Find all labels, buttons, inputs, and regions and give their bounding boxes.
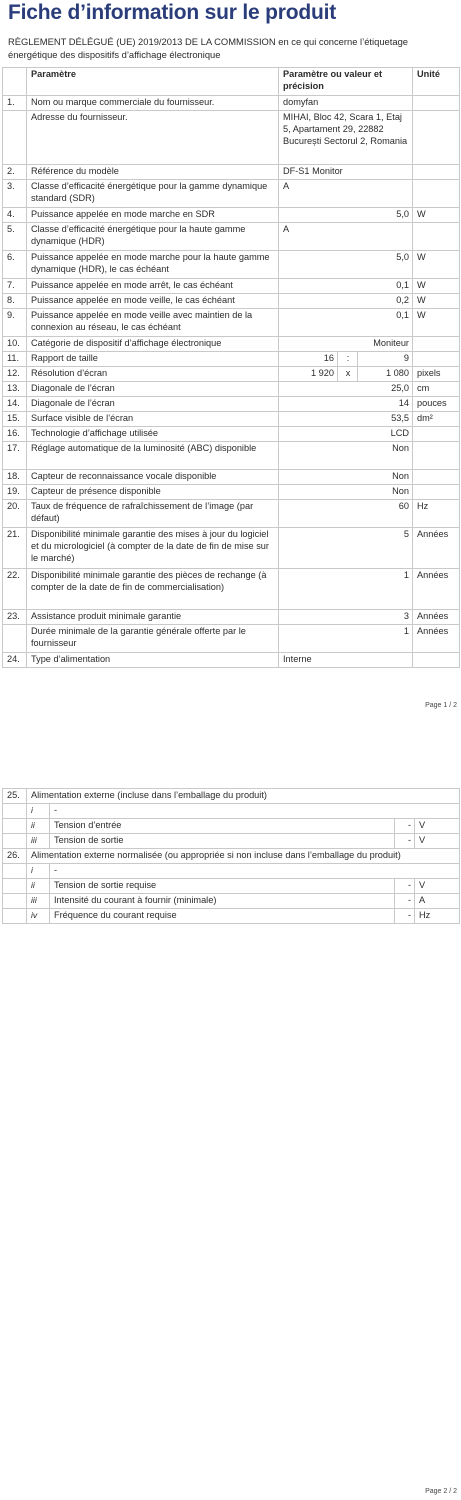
- row-unit: dm²: [413, 412, 460, 427]
- row-unit: [413, 470, 460, 485]
- row-value: -: [395, 879, 415, 894]
- row-unit: W: [413, 279, 460, 294]
- row-number: 26.: [3, 849, 27, 864]
- row-label: Capteur de présence disponible: [27, 485, 279, 500]
- row-value: 5,0: [279, 208, 413, 223]
- table-row: [3, 309, 460, 337]
- row-value-second: 1 080: [358, 367, 413, 382]
- row-number: 13.: [3, 382, 27, 397]
- table-row: [3, 96, 460, 111]
- row-label: Diagonale de l’écran: [27, 397, 279, 412]
- row-unit: [413, 337, 460, 352]
- row-label: Technologie d’affichage utilisée: [27, 427, 279, 442]
- row-unit: V: [415, 834, 460, 849]
- row-label: Taux de fréquence de rafraîchissement de l’image (par défaut): [27, 500, 279, 528]
- row-unit: [413, 180, 460, 208]
- row-label: Surface visible de l’écran: [27, 412, 279, 427]
- row-value: 5: [279, 528, 413, 569]
- table-row: [3, 427, 460, 442]
- row-value: 25,0: [279, 382, 413, 397]
- row-unit: A: [415, 894, 460, 909]
- table-row: [3, 111, 460, 165]
- header-value: Paramètre ou valeur et précision: [279, 68, 413, 96]
- row-unit: [413, 111, 460, 165]
- row-value: domyfan: [279, 96, 413, 111]
- row-unit: [413, 165, 460, 180]
- table-row: [3, 653, 460, 668]
- row-number: 18.: [3, 470, 27, 485]
- row-value: 14: [279, 397, 413, 412]
- row-label: Référence du modèle: [27, 165, 279, 180]
- row-number: 10.: [3, 337, 27, 352]
- row-unit: V: [415, 879, 460, 894]
- table-row: [3, 294, 460, 309]
- row-unit: W: [413, 309, 460, 337]
- row-value-separator: :: [338, 352, 358, 367]
- table-row: [3, 470, 460, 485]
- row-label: Puissance appelée en mode veille avec maintien de la connexion au réseau, le cas échéant: [27, 309, 279, 337]
- row-label: Puissance appelée en mode marche pour la haute gamme dynamique (HDR), le cas échéant: [27, 251, 279, 279]
- row-value-second: 9: [358, 352, 413, 367]
- row-label: Capteur de reconnaissance vocale disponible: [27, 470, 279, 485]
- row-roman-index: ii: [27, 819, 50, 834]
- row-label: Alimentation externe normalisée (ou appropriée si non incluse dans l’emballage du produit): [27, 849, 460, 864]
- table-row: [3, 485, 460, 500]
- row-number: 11.: [3, 352, 27, 367]
- table-row: [3, 804, 460, 819]
- row-unit: [413, 352, 460, 367]
- row-value-first: 1 920: [279, 367, 338, 382]
- row-value: Moniteur: [279, 337, 413, 352]
- table-row: [3, 180, 460, 208]
- page-number: Page 2 / 2: [425, 1488, 457, 1495]
- table-row: [3, 352, 460, 367]
- table-row: [3, 625, 460, 653]
- row-number: 23.: [3, 610, 27, 625]
- row-value: Non: [279, 442, 413, 470]
- row-number: [3, 834, 27, 849]
- row-value: DF-S1 Monitor: [279, 165, 413, 180]
- product-info-table: [2, 67, 460, 668]
- row-unit: W: [413, 294, 460, 309]
- table-row: [3, 337, 460, 352]
- table-row: [3, 569, 460, 610]
- row-label: -: [50, 804, 460, 819]
- row-number: 19.: [3, 485, 27, 500]
- row-unit: V: [415, 819, 460, 834]
- row-number: [3, 894, 27, 909]
- row-label: Alimentation externe (incluse dans l’emballage du produit): [27, 789, 460, 804]
- row-unit: cm: [413, 382, 460, 397]
- row-label: Réglage automatique de la luminosité (ABC) disponible: [27, 442, 279, 470]
- table-row: [3, 894, 460, 909]
- row-label: Classe d’efficacité énergétique pour la haute gamme dynamique (HDR): [27, 223, 279, 251]
- row-label: Puissance appelée en mode veille, le cas échéant: [27, 294, 279, 309]
- row-value-separator: x: [338, 367, 358, 382]
- row-number: 5.: [3, 223, 27, 251]
- row-value: MIHAI, Bloc 42, Scara 1, Etaj 5, Apartament 29, 22882 București Sectorul 2, Romania: [279, 111, 413, 165]
- header-parameter: Paramètre: [27, 68, 279, 96]
- row-label: Intensité du courant à fournir (minimale): [50, 894, 395, 909]
- row-number: [3, 625, 27, 653]
- row-value: Non: [279, 485, 413, 500]
- row-value: 0,1: [279, 279, 413, 294]
- row-value: A: [279, 223, 413, 251]
- row-number: 24.: [3, 653, 27, 668]
- row-number: [3, 111, 27, 165]
- table-row: [3, 397, 460, 412]
- row-value: Interne: [279, 653, 413, 668]
- row-number: 22.: [3, 569, 27, 610]
- row-label: Nom ou marque commerciale du fournisseur.: [27, 96, 279, 111]
- row-roman-index: iv: [27, 909, 50, 924]
- row-value: 53,5: [279, 412, 413, 427]
- table-row: [3, 442, 460, 470]
- table-row: [3, 528, 460, 569]
- table-header-row: [3, 68, 460, 96]
- table-row: [3, 819, 460, 834]
- row-number: 21.: [3, 528, 27, 569]
- row-number: [3, 879, 27, 894]
- row-number: 8.: [3, 294, 27, 309]
- table-row: [3, 789, 460, 804]
- row-number: 14.: [3, 397, 27, 412]
- row-roman-index: i: [27, 864, 50, 879]
- row-unit: Hz: [415, 909, 460, 924]
- row-number: [3, 864, 27, 879]
- table-row: [3, 382, 460, 397]
- row-label: Tension de sortie requise: [50, 879, 395, 894]
- row-roman-index: ii: [27, 879, 50, 894]
- row-number: 4.: [3, 208, 27, 223]
- row-value: A: [279, 180, 413, 208]
- table-row: [3, 864, 460, 879]
- row-roman-index: i: [27, 804, 50, 819]
- header-unit: Unité: [413, 68, 460, 96]
- row-value: -: [395, 834, 415, 849]
- row-number: [3, 909, 27, 924]
- row-number: 25.: [3, 789, 27, 804]
- row-label: Fréquence du courant requise: [50, 909, 395, 924]
- row-number: 7.: [3, 279, 27, 294]
- row-label: Assistance produit minimale garantie: [27, 610, 279, 625]
- row-label: Résolution d’écran: [27, 367, 279, 382]
- row-number: [3, 804, 27, 819]
- table-row: [3, 834, 460, 849]
- row-number: 1.: [3, 96, 27, 111]
- row-value: 1: [279, 625, 413, 653]
- row-label: Rapport de taille: [27, 352, 279, 367]
- table-row: [3, 879, 460, 894]
- row-label: Diagonale de l’écran: [27, 382, 279, 397]
- row-number: 20.: [3, 500, 27, 528]
- row-unit: pouces: [413, 397, 460, 412]
- table-row: [3, 500, 460, 528]
- table-row: [3, 251, 460, 279]
- row-value: 1: [279, 569, 413, 610]
- row-value-first: 16: [279, 352, 338, 367]
- page-number: Page 1 / 2: [425, 702, 457, 709]
- row-unit: Années: [413, 528, 460, 569]
- row-value: -: [395, 819, 415, 834]
- external-power-table: [2, 788, 460, 924]
- row-value: 0,2: [279, 294, 413, 309]
- row-unit: Hz: [413, 500, 460, 528]
- row-unit: [413, 653, 460, 668]
- row-label: Adresse du fournisseur.: [27, 111, 279, 165]
- row-unit: [413, 427, 460, 442]
- row-value: 0,1: [279, 309, 413, 337]
- row-unit: [413, 223, 460, 251]
- row-label: Disponibilité minimale garantie des mises à jour du logiciel et du micrologiciel (à compter de la date de fin de mise sur le marché): [27, 528, 279, 569]
- row-number: 16.: [3, 427, 27, 442]
- row-number: 12.: [3, 367, 27, 382]
- row-value: -: [395, 894, 415, 909]
- row-label: -: [50, 864, 460, 879]
- row-label: Durée minimale de la garantie générale offerte par le fournisseur: [27, 625, 279, 653]
- row-number: [3, 819, 27, 834]
- row-value: 5,0: [279, 251, 413, 279]
- row-unit: [413, 96, 460, 111]
- row-label: Disponibilité minimale garantie des pièces de rechange (à compter de la date de fin de commercialisation): [27, 569, 279, 610]
- table-row: [3, 610, 460, 625]
- row-number: 17.: [3, 442, 27, 470]
- row-unit: Années: [413, 625, 460, 653]
- row-value: -: [395, 909, 415, 924]
- row-value: 3: [279, 610, 413, 625]
- row-number: 3.: [3, 180, 27, 208]
- row-unit: Années: [413, 610, 460, 625]
- row-unit: W: [413, 251, 460, 279]
- document-title: Fiche d’information sur le produit: [8, 1, 337, 24]
- table-row: [3, 367, 460, 382]
- row-label: Puissance appelée en mode marche en SDR: [27, 208, 279, 223]
- row-roman-index: iii: [27, 834, 50, 849]
- row-label: Catégorie de dispositif d’affichage électronique: [27, 337, 279, 352]
- row-unit: [413, 442, 460, 470]
- row-number: 15.: [3, 412, 27, 427]
- row-number: 6.: [3, 251, 27, 279]
- row-label: Type d’alimentation: [27, 653, 279, 668]
- table-row: [3, 279, 460, 294]
- table-row: [3, 223, 460, 251]
- table-row: [3, 849, 460, 864]
- row-unit: W: [413, 208, 460, 223]
- row-number: 9.: [3, 309, 27, 337]
- row-value: 60: [279, 500, 413, 528]
- row-unit: [413, 485, 460, 500]
- regulation-subtitle: RÈGLEMENT DÉLÉGUÉ (UE) 2019/2013 DE LA COMMISSION en ce qui concerne l’étiquetage énergétique des dispositifs d’affichage électronique: [8, 36, 409, 60]
- row-roman-index: iii: [27, 894, 50, 909]
- row-unit: Années: [413, 569, 460, 610]
- row-value: Non: [279, 470, 413, 485]
- table-row: [3, 165, 460, 180]
- row-label: Tension d’entrée: [50, 819, 395, 834]
- row-label: Classe d’efficacité énergétique pour la gamme dynamique standard (SDR): [27, 180, 279, 208]
- table-row: [3, 412, 460, 427]
- row-value: LCD: [279, 427, 413, 442]
- table-row: [3, 909, 460, 924]
- row-number: 2.: [3, 165, 27, 180]
- table-row: [3, 208, 460, 223]
- row-label: Puissance appelée en mode arrêt, le cas échéant: [27, 279, 279, 294]
- row-unit: pixels: [413, 367, 460, 382]
- row-label: Tension de sortie: [50, 834, 395, 849]
